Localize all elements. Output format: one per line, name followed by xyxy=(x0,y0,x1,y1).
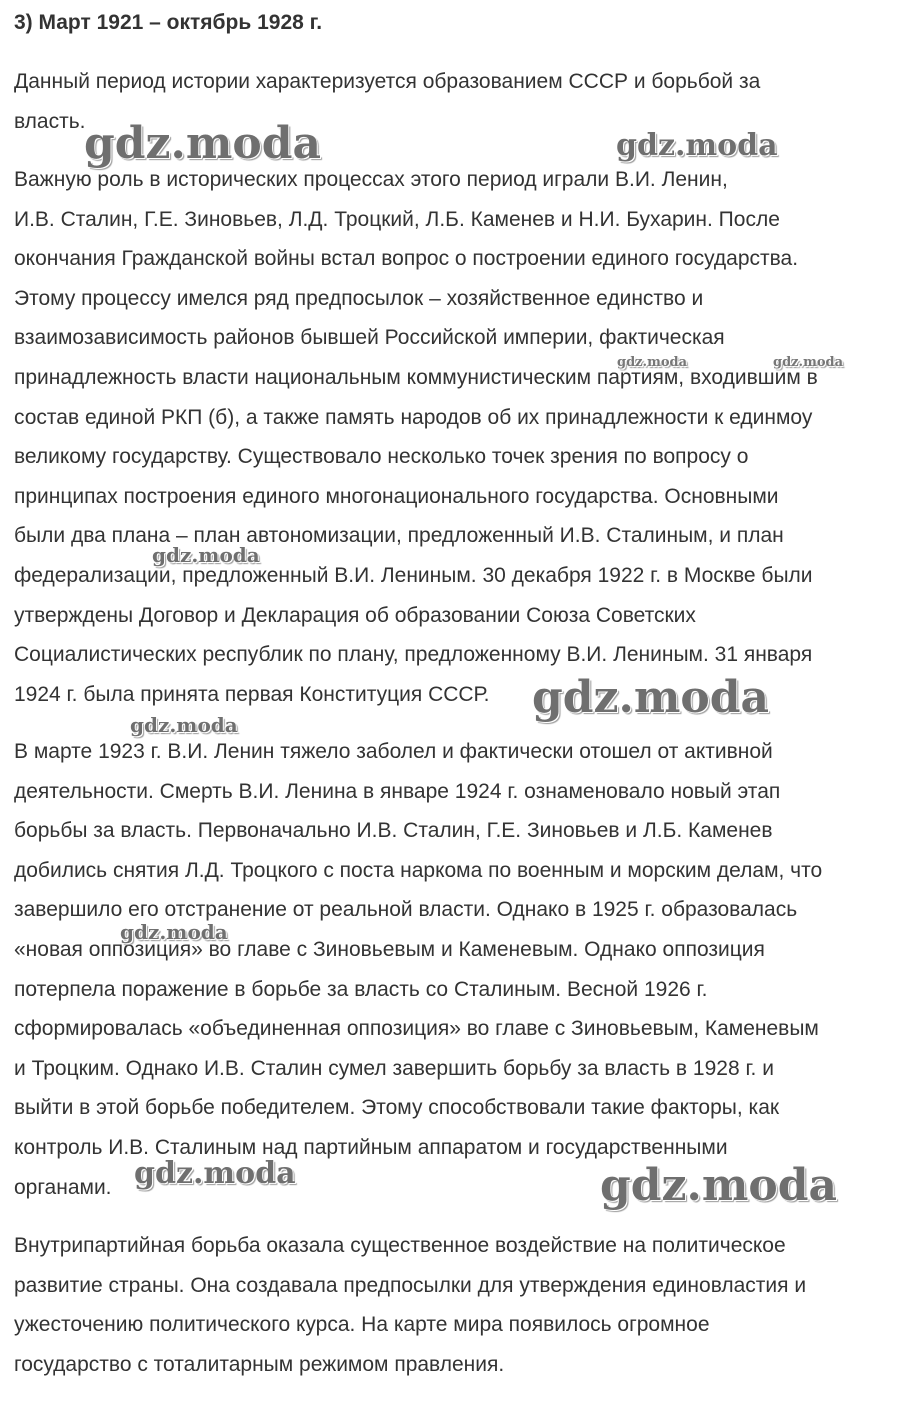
watermark-logo: gdz.moda xyxy=(773,355,844,370)
paragraph-consequences: Внутрипартийная борьба оказала существенное воздействие на политическое развитие страны. Она создавала предпосылки для утверждения единовластия и ужесточению политического курса. На карте мира появилось огромное государство с тоталитарным режимом правления. xyxy=(14,1234,807,1376)
watermark-logo: gdz.moda xyxy=(130,713,238,737)
watermark-logo: gdz.moda xyxy=(120,920,228,944)
watermark-logo: gdz.moda xyxy=(134,1156,296,1191)
paragraph-power-struggle: В марте 1923 г. В.И. Ленин тяжело заболел и фактически отошел от активной деятельности. Смерть В.И. Ленина в январе 1924 г. ознаменовало новый этап борьбы за власть. Первоначально И.В. Сталин, Г.Е. Зиновьев и Л.Б. Каменев добились снятия Л.Д. Троцкого с поста наркома по военным и морским делам, что завершило его отстранение от реальной власти. Однако в 1925 г. образовалась «новая оппозиция» во главе с Зиновьевым и Каменевым. Однако оппозиция потерпела поражение в борьбе за власть со Сталиным. Весной 1926 г. сформировалась «объединенная оппозиция» во главе с Зиновьевым, Каменевым и Троцким. Однако И.В. Сталин сумел завершить борьбу за власть в 1928 г. и выйти в этой борьбе победителем. Этому способствовали такие факторы, как контроль И.В. Сталиным над партийным аппаратом и государственными органами. xyxy=(14,740,823,1199)
watermark-logo: gdz.moda xyxy=(152,543,260,567)
watermark-logo: gdz.moda xyxy=(617,355,688,370)
watermark-logo: gdz.moda xyxy=(616,128,778,163)
watermark-logo: gdz.moda xyxy=(84,118,322,169)
paragraph-ussr-formation: Важную роль в исторических процессах этого период играли В.И. Ленин, И.В. Сталин, Г.Е. Зиновьев, Л.Д. Троцкий, Л.Б. Каменев и Н.И. Бухарин. После окончания Гражданской войны встал вопрос о построении единого государства. Этому процессу имелся ряд предпосылок – хозяйственное единство и взаимозависимость районов бывшей Российской империи, фактическая принадлежность власти национальным коммунистическим партиям, входившим в состав единой РКП (б), а также память народов об их принадлежности к единмоу великому государству. Существовало несколько точек зрения по вопросу о принципах построения единого многонационального государства. Основными были два плана – план автономизации, предложенный И.В. Сталиным, и план федерализации, предложенный В.И. Лениным. 30 декабря 1922 г. в Москве были утверждены Договор и Декларация об образовании Союза Советских Социалистических республик по плану, предложенному В.И. Лениным. 31 января 1924 г. была принята первая Конституция СССР. xyxy=(14,168,818,706)
watermark-logo: gdz.moda xyxy=(532,672,770,723)
section-heading: 3) Март 1921 – октябрь 1928 г. xyxy=(14,11,323,34)
paragraph-intro: Данный период истории характеризуется образованием СССР и борьбой за власть. xyxy=(14,70,761,133)
watermark-logo: gdz.moda xyxy=(600,1160,838,1211)
